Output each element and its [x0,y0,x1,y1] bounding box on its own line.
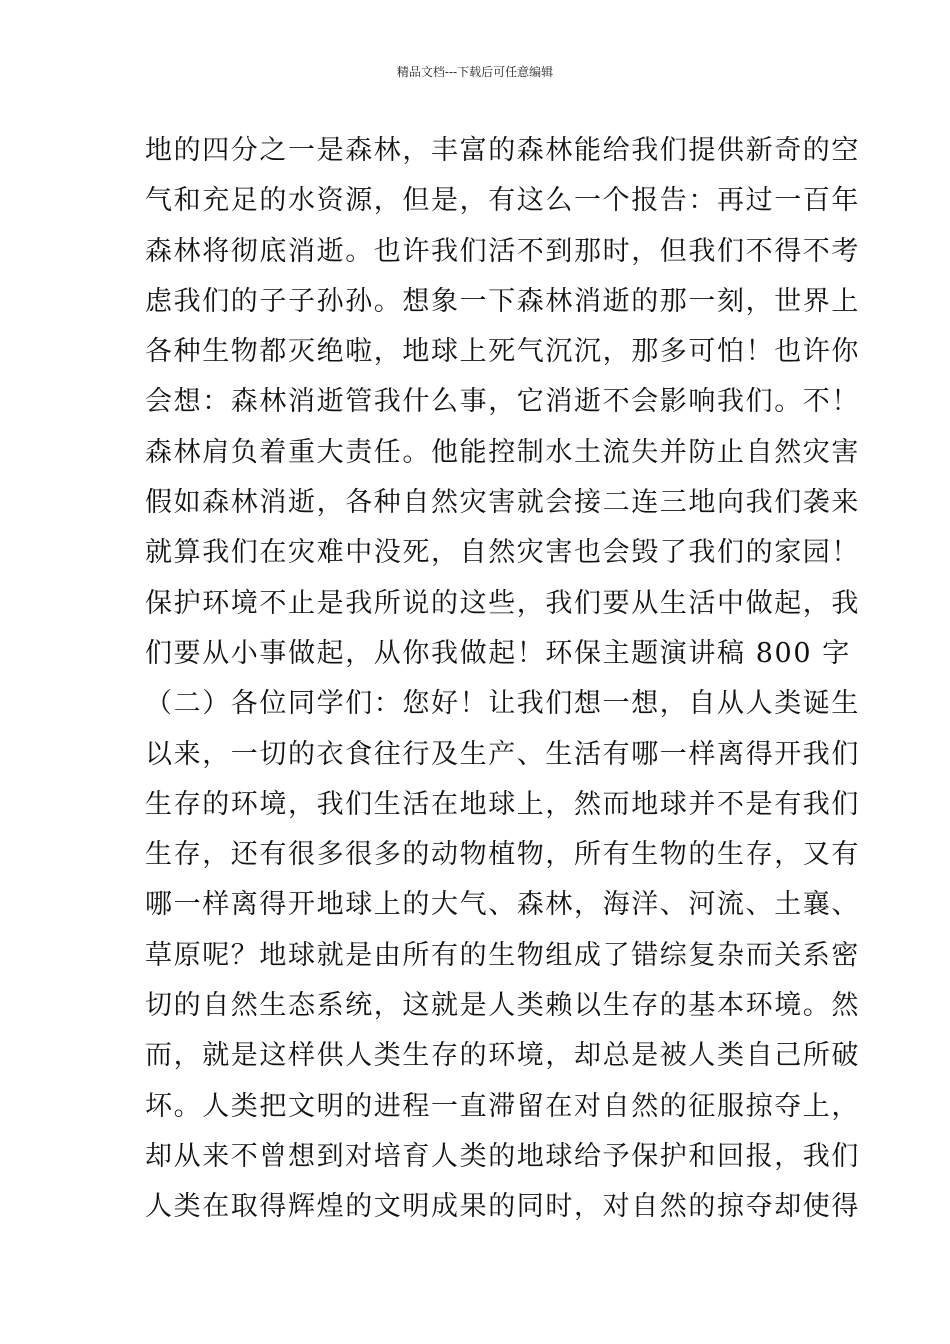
text-line: 生存，还有很多很多的动物植物，所有生物的生存，又有 [145,839,860,871]
page-header: 精品文档---下载后可任意编辑 [396,65,554,79]
text-line: 保护环境不止是我所说的这些，我们要从生活中做起，我 [145,587,860,619]
text-line: 地的四分之一是森林，丰富的森林能给我们提供新奇的空 [145,135,860,166]
text-line: 切的自然生态系统，这就是人类赖以生存的基本环境。然 [145,990,860,1022]
text-line: 生存的环境，我们生活在地球上，然而地球并不是有我们 [145,788,860,820]
text-line: 气和充足的水资源，但是，有这么一个报告：再过一百年 [145,185,860,217]
text-line: 就算我们在灾难中没死，自然灾害也会毁了我们的家园！ [145,537,860,569]
text-line: 哪一样离得开地球上的大气、森林，海洋、河流、土襄、 [145,889,860,921]
body-text [145,126,860,1233]
text-line: 以来，一切的衣食往行及生产、生活有哪一样离得开我们 [145,738,860,770]
text-line: 假如森林消逝，各种自然灾害就会接二连三地向我们袭来 [145,487,860,519]
text-line: 们要从小事做起，从你我做起！环保主题演讲稿 800 字 [145,637,851,669]
text-line: 会想：森林消逝管我什么事，它消逝不会影响我们。不！ [145,386,860,418]
text-line: 而，就是这样供人类生存的环境，却总是被人类自己所破 [145,1040,860,1072]
text-line: 各种生物都灭绝啦，地球上死气沉沉，那多可怕！也许你 [145,336,860,368]
text-line: 坏。人类把文明的进程一直滞留在对自然的征服掠夺上， [145,1090,860,1122]
text-line: 人类在取得辉煌的文明成果的同时，对自然的掠夺却使得 [145,1191,860,1223]
text-line: 虑我们的子子孙孙。想象一下森林消逝的那一刻，世界上 [145,285,860,317]
text-line: 森林肩负着重大责任。他能控制水土流失并防止自然灾害 [145,436,860,468]
text-line: 草原呢？地球就是由所有的生物组成了错综复杂而关系密 [145,939,860,971]
text-line: 却从来不曾想到对培育人类的地球给予保护和回报，我们 [145,1140,860,1172]
text-line: 森林将彻底消逝。也许我们活不到那时，但我们不得不考 [145,235,860,267]
text-line: （二）各位同学们：您好！让我们想一想，自从人类诞生 [145,688,860,720]
